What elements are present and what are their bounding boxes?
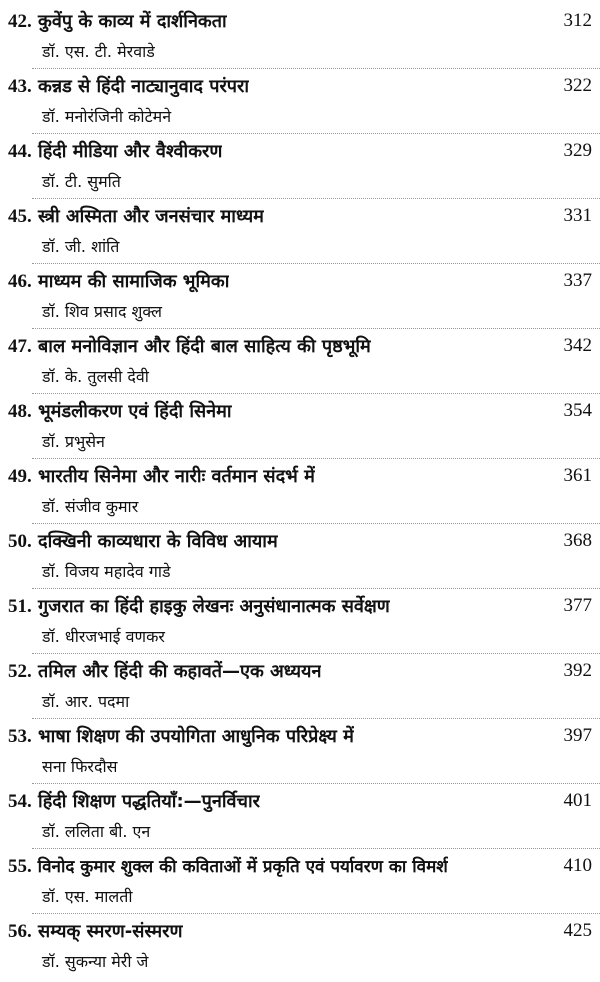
chapter-title	[8, 789, 260, 813]
chapter-author: डॉ. प्रभुसेन	[42, 432, 105, 451]
chapter-title-text: भारतीय सिनेमा और नारीः वर्तमान संदर्भ में	[38, 466, 315, 487]
chapter-author: डॉ. संजीव कुमार	[42, 497, 139, 516]
chapter-title	[8, 724, 354, 748]
toc-entry-50	[0, 524, 600, 590]
chapter-title-text: भाषा शिक्षण की उपयोगिता आधुनिक परिप्रेक्ष्य में	[38, 726, 354, 747]
toc-title-row	[8, 526, 592, 556]
page-number: 342	[563, 335, 592, 356]
chapter-author: डॉ. ललिता बी. एन	[42, 822, 151, 841]
chapter-number: 53.	[8, 726, 32, 747]
toc-entry-48	[0, 394, 600, 460]
toc-title-row	[8, 916, 592, 946]
chapter-number: 46.	[8, 271, 32, 292]
page-number: 331	[563, 205, 592, 226]
toc-title-row	[8, 786, 592, 816]
page-number: 377	[563, 595, 592, 616]
toc-entry-54	[0, 784, 600, 850]
toc-entry-56	[0, 914, 600, 980]
chapter-title	[8, 594, 390, 618]
chapter-title	[8, 204, 264, 228]
page-number: 425	[563, 920, 592, 941]
page-number: 361	[563, 465, 592, 486]
chapter-title	[8, 9, 227, 33]
toc-title-row	[8, 656, 592, 686]
chapter-author: डॉ. टी. सुमति	[42, 172, 121, 191]
page-number: 322	[563, 75, 592, 96]
toc-entry-51	[0, 589, 600, 655]
chapter-author: डॉ. धीरजभाई वणकर	[42, 627, 165, 646]
chapter-author: डॉ. जी. शांति	[42, 237, 120, 256]
page-number: 368	[563, 530, 592, 551]
chapter-author: डॉ. के. तुलसी देवी	[42, 367, 149, 386]
chapter-number: 54.	[8, 791, 32, 812]
chapter-number: 50.	[8, 531, 32, 552]
chapter-number: 45.	[8, 206, 32, 227]
chapter-number: 52.	[8, 661, 32, 682]
page-number: 354	[563, 400, 592, 421]
chapter-title	[8, 399, 232, 423]
toc-title-row	[8, 266, 592, 296]
chapter-author: डॉ. मनोरंजिनी कोटेमने	[42, 107, 172, 126]
page-number: 392	[563, 660, 592, 681]
chapter-author: सना फिरदौस	[42, 757, 118, 776]
chapter-title-text: विनोद कुमार शुक्ल की कविताओं में प्रकृति एवं पर्यावरण का विमर्श	[37, 857, 448, 877]
toc-title-row	[8, 136, 592, 166]
chapter-title-text: तमिल और हिंदी की कहावतें—एक अध्ययन	[38, 661, 322, 682]
chapter-author: डॉ. एस. मालती	[42, 887, 133, 906]
page-number: 312	[563, 10, 592, 31]
toc-entry-44	[0, 134, 600, 200]
chapter-author: डॉ. सुकन्या मेरी जे	[42, 952, 149, 971]
chapter-number: 49.	[8, 466, 32, 487]
toc-entry-45	[0, 199, 600, 265]
chapter-title-text: सम्यक् स्मरण-संस्मरण	[38, 921, 183, 942]
chapter-title-text: कुवेंपु के काव्य में दार्शनिकता	[38, 11, 227, 32]
toc-title-row	[8, 6, 592, 36]
page-number: 401	[563, 790, 592, 811]
chapter-title	[8, 334, 371, 358]
page-number: 329	[563, 140, 592, 161]
toc-entry-49	[0, 459, 600, 525]
chapter-number: 48.	[8, 401, 32, 422]
toc-entry-53	[0, 719, 600, 785]
chapter-author: डॉ. आर. पदमा	[42, 692, 130, 711]
chapter-title	[8, 269, 229, 293]
toc-title-row	[8, 721, 592, 751]
page-number: 410	[563, 855, 592, 876]
chapter-title-text: स्त्री अस्मिता और जनसंचार माध्यम	[38, 206, 264, 227]
chapter-title-text: भूमंडलीकरण एवं हिंदी सिनेमा	[38, 401, 232, 422]
chapter-number: 47.	[8, 336, 32, 357]
chapter-number: 42.	[8, 11, 32, 32]
chapter-author: डॉ. एस. टी. मेरवाडे	[42, 42, 155, 61]
chapter-title-text: माध्यम की सामाजिक भूमिका	[38, 271, 230, 292]
toc-title-row	[8, 591, 592, 621]
chapter-title	[8, 854, 448, 878]
chapter-number: 56.	[8, 921, 32, 942]
toc-entry-46	[0, 264, 600, 330]
chapter-title	[8, 74, 249, 98]
toc-title-row	[8, 461, 592, 491]
chapter-title-text: हिंदी मीडिया और वैश्वीकरण	[38, 141, 223, 162]
chapter-title	[8, 659, 321, 683]
toc-entry-47	[0, 329, 600, 395]
toc-title-row	[8, 396, 592, 426]
chapter-number: 51.	[8, 596, 32, 617]
chapter-number: 55.	[8, 856, 32, 877]
chapter-title-text: कन्नड से हिंदी नाट्यानुवाद परंपरा	[38, 76, 250, 97]
chapter-title-text: दक्खिनी काव्यधारा के विविध आयाम	[38, 531, 278, 552]
page-number: 397	[563, 725, 592, 746]
toc-title-row	[8, 331, 592, 361]
chapter-title-text: गुजरात का हिंदी हाइकु लेखनः अनुसंधानात्मक सर्वेक्षण	[38, 596, 390, 617]
toc-title-row	[8, 851, 592, 881]
chapter-title	[8, 919, 183, 943]
chapter-author: डॉ. शिव प्रसाद शुक्ल	[42, 302, 162, 321]
chapter-title	[8, 464, 315, 488]
toc-title-row	[8, 71, 592, 101]
chapter-title-text: बाल मनोविज्ञान और हिंदी बाल साहित्य की पृष्ठभूमि	[38, 336, 371, 357]
toc-entry-43	[0, 69, 600, 135]
page-number: 337	[563, 270, 592, 291]
chapter-title	[8, 139, 222, 163]
chapter-author: डॉ. विजय महादेव गाडे	[42, 562, 171, 581]
toc-entry-55	[0, 849, 600, 915]
chapter-number: 43.	[8, 76, 32, 97]
chapter-title-text: हिंदी शिक्षण पद्धतियाँ:—पुनर्विचार	[38, 791, 260, 812]
toc-entry-42	[0, 4, 600, 70]
toc-entry-52	[0, 654, 600, 720]
chapter-title	[8, 529, 278, 553]
chapter-number: 44.	[8, 141, 32, 162]
toc-title-row	[8, 201, 592, 231]
